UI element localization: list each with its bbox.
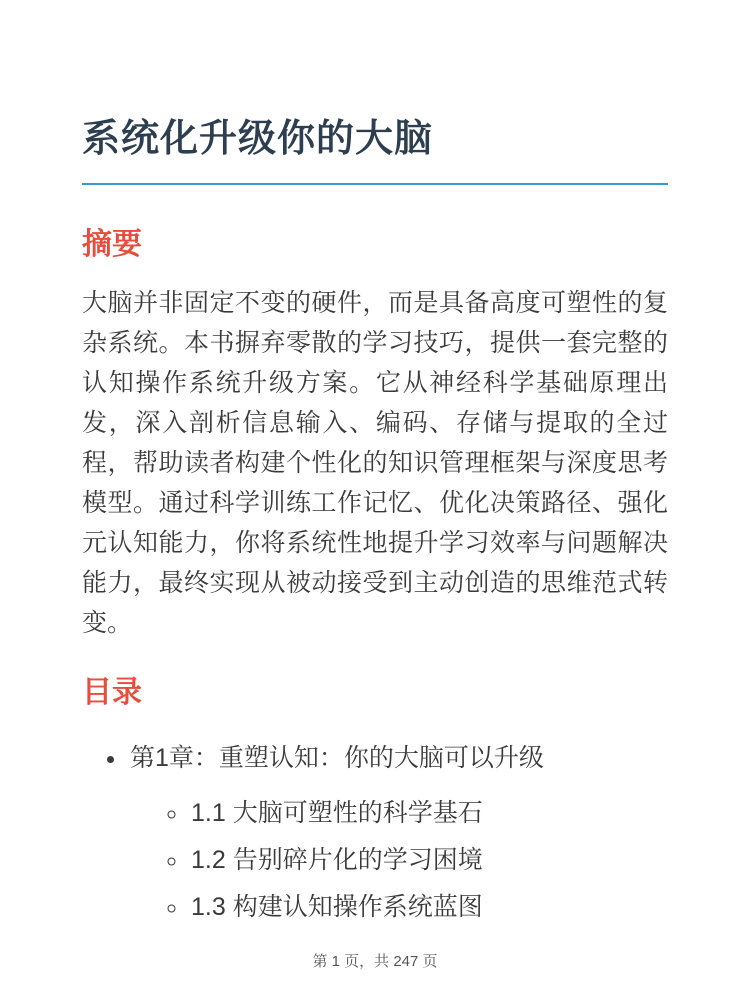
page-title: 系统化升级你的大脑 — [82, 118, 434, 160]
toc-section-item: ◦ 1.3 构建认知操作系统蓝图 — [189, 887, 668, 927]
title-divider-rule — [82, 183, 668, 185]
toc-chapter-label: 第1章：重塑认知：你的大脑可以升级 — [130, 743, 544, 772]
abstract-paragraph: 大脑并非固定不变的硬件，而是具备高度可塑性的复杂系统。本书摒弃零散的学习技巧，提供一套完整的认知操作系统升级方案。它从神经科学基础原理出发，深入剖析信息输入、编码、存储与提取的全过程，帮助读者构建个性化的知识管理框架与深度思考模型。通过科学训练工作记忆、优化决策路径、强化元认知能力，你将系统性地提升学习效率与问题解决能力，最终实现从被动接受到主动创造的思维范式转变。 — [82, 288, 668, 637]
page-number-indicator: 第 1 页，共 247 页 — [312, 953, 438, 970]
toc-list — [82, 738, 668, 927]
toc-heading: 目录 — [82, 675, 142, 709]
toc-chapter-item — [128, 738, 668, 927]
abstract-heading: 摘要 — [82, 227, 142, 261]
toc-section-item: ◦ 1.1 大脑可塑性的科学基石 — [189, 793, 668, 833]
toc-section-item: ◦ 1.2 告别碎片化的学习困境 — [189, 840, 668, 880]
toc-sublist — [130, 793, 668, 927]
